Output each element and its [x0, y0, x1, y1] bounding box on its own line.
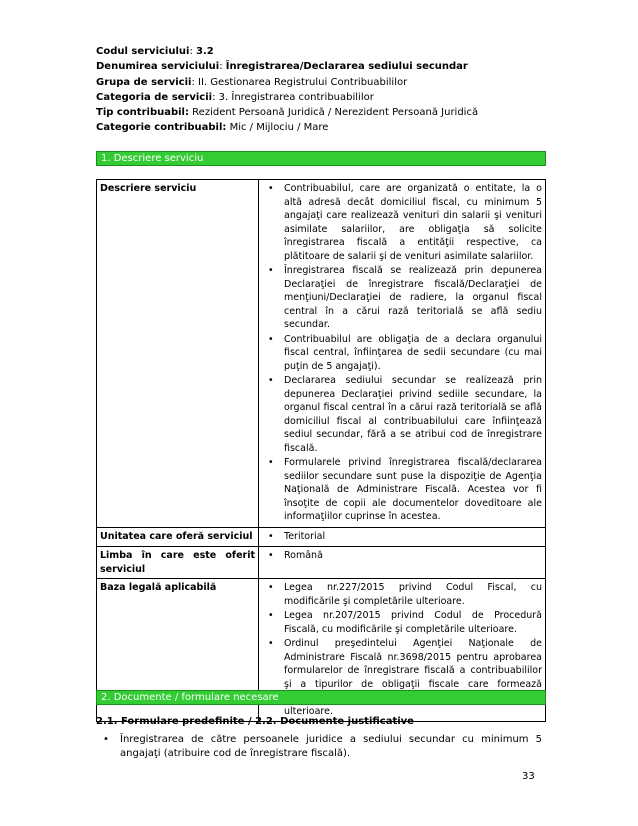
list-item: • Înregistrarea de către persoanele juridice a sediului secundar cu minimum 5 angajaţi (atribuire cod de înregistrare fiscală).: [103, 734, 542, 759]
section-2-subheading: 2.1. Formulare predefinite / 2.2. Documente justificative: [96, 716, 414, 727]
row-label: Descriere serviciu: [97, 180, 259, 528]
bullet-icon: •: [268, 530, 274, 542]
service-description-table: [96, 179, 546, 722]
bullet-icon: •: [268, 610, 274, 621]
section-2-header: 2. Documente / formulare necesare: [96, 690, 546, 705]
meta-service-name: Denumirea serviciului: Înregistrarea/Declararea sediului secundar: [96, 61, 468, 73]
bullet-icon: •: [268, 183, 274, 194]
row-content: [259, 547, 546, 579]
meta-taxpayer-type: Tip contribuabil: Rezident Persoană Juridică / Nerezident Persoană Juridică: [96, 107, 479, 119]
meta-taxpayer-category: Categorie contribuabil: Mic / Mijlociu / Mare: [96, 122, 329, 134]
row-content: [259, 180, 546, 528]
table-row: [97, 180, 546, 528]
bullet-icon: •: [268, 265, 274, 276]
bullet-icon: •: [268, 582, 274, 593]
meta-service-code: Codul serviciului: 3.2: [96, 46, 214, 57]
list-item: • Contribuabilul are obligaţia de a declara organului fiscal central, înfiinţarea de sedii secundare (cu mai puţin de 5 angajaţi).: [268, 333, 542, 372]
page-number: 33: [522, 771, 535, 782]
list-item: • Română: [268, 550, 323, 561]
list-item: • Legea nr.207/2015 privind Codul de Procedură Fiscală, cu modificările şi completările ulterioare.: [268, 610, 542, 635]
list-item: • Declararea sediului secundar se realizează prin depunerea Declaraţiei privind sediile secundare, la organul fiscal central în a cărui rază teritorială se află domiciliul fiscal al contribuabilului care înfiinţează sediul secundar, fără a se atribui cod de înregistrare fiscală.: [268, 375, 542, 454]
row-label: Limba în care este oferit serviciul: [97, 547, 259, 579]
section-1-header: 1. Descriere serviciu: [96, 151, 546, 166]
bullet-icon: •: [103, 734, 109, 745]
list-item: • Ordinul preşedintelui Agenţiei Naţionale de Administrare Fiscală nr.3698/2015 pentru aprobarea formularelor de înregistrare fiscală a contribuabililor şi a tipurilor de obligaţii fiscale care formează ulterioare.: [268, 638, 542, 717]
bullet-icon: •: [268, 375, 274, 386]
list-item: • Înregistrarea fiscală se realizează prin depunerea Declaraţiei de înregistrare fiscală/Declaraţiei de menţiuni/Declaraţiei de radiere, la organul fiscal central în a cărui rază teritorială se află sediu secundar.: [268, 265, 542, 330]
service-metadata: [96, 44, 546, 136]
meta-service-group: Grupa de servicii: II. Gestionarea Registrului Contribuabililor: [96, 76, 408, 88]
meta-service-category: Categoria de servicii: 3. Înregistrarea contribuabililor: [96, 91, 374, 103]
bullet-icon: •: [268, 333, 274, 345]
list-item: • Formularele privind înregistrarea fiscală/declararea sediilor secundare sunt puse la dispoziţie de Agenţia Naţională de Administrare Fiscală. Acestea vor fi însoţite de copii ale documentelor doveditoare ale informaţiilor cuprinse în acestea.: [268, 457, 542, 522]
row-label: Unitatea care oferă serviciul: [97, 527, 259, 547]
table-row: [97, 547, 546, 579]
list-item: • Contribuabilul, care are organizată o entitate, la o altă adresă decât domiciliul fiscal, cu minimum 5 angajaţi care realizează venituri din salarii şi venituri asimilate salariilor, are obligaţia să solicite înregistrarea fiscală a entităţii respective, ca plătitoare de salarii şi de venituri asimilate salariilor.: [268, 183, 542, 262]
table-row: [97, 527, 546, 547]
bullet-icon: •: [268, 457, 274, 468]
row-label: Baza legală aplicabilă: [97, 579, 259, 722]
list-item: • Legea nr.227/2015 privind Codul Fiscal, cu modificările şi completările ulterioare.: [268, 582, 542, 607]
bullet-icon: •: [268, 638, 274, 649]
row-content: [259, 527, 546, 547]
list-item: • Teritorial: [268, 530, 326, 542]
bullet-icon: •: [268, 550, 274, 561]
